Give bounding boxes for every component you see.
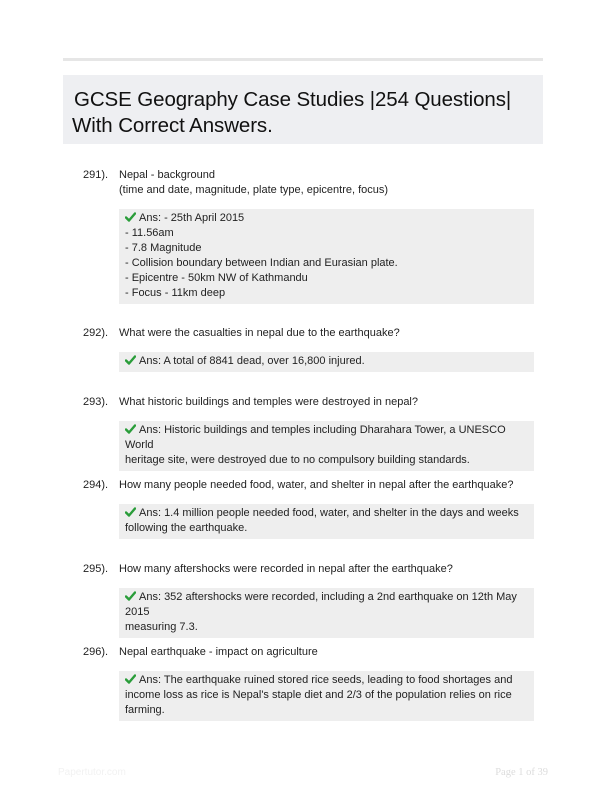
question-line: Nepal earthquake - impact on agriculture (119, 646, 318, 658)
answer-line: Ans: 1.4 million people needed food, water, and shelter in the days and weeks (125, 506, 528, 521)
document-title (72, 87, 533, 139)
answer-line: Ans: - 25th April 2015 (125, 211, 528, 226)
title-line-1: GCSE Geography Case Studies |254 Questions| (74, 88, 512, 111)
question-line: How many aftershocks were recorded in nepal after the earthquake? (119, 563, 453, 575)
footer-watermark: Papertutor.com (58, 767, 126, 778)
question-text (119, 645, 539, 660)
answer-line: farming. (125, 704, 165, 716)
answer-line: Ans: 352 aftershocks were recorded, including a 2nd earthquake on 12th May 2015 (125, 591, 517, 618)
answer-line: - 11.56am (125, 227, 174, 239)
page-number: Page 1 of 39 (495, 767, 548, 778)
answer-box (119, 504, 534, 539)
answer-line: Ans: A total of 8841 dead, over 16,800 injured. (125, 354, 528, 369)
check-icon (125, 212, 136, 222)
question-text (119, 478, 539, 493)
question-line: What historic buildings and temples were destroyed in nepal? (119, 396, 418, 408)
answer-line: measuring 7.3. (125, 621, 198, 633)
document-title-box (63, 75, 543, 144)
question-line: What were the casualties in nepal due to the earthquake? (119, 327, 400, 339)
title-line-2: With Correct Answers. (72, 114, 273, 137)
question-line: How many people needed food, water, and shelter in nepal after the earthquake? (119, 479, 514, 491)
answer-line: income loss as rice is Nepal's staple diet and 2/3 of the population relies on rice (125, 689, 512, 701)
answer-box (119, 421, 534, 471)
answer-box (119, 588, 534, 638)
answer-box (119, 671, 534, 721)
check-icon (125, 424, 136, 434)
check-icon (125, 355, 136, 365)
answer-line: - Collision boundary between Indian and Eurasian plate. (125, 257, 398, 269)
question-number: 295). (83, 563, 109, 575)
answer-box (119, 352, 534, 372)
question-line: Nepal - background (119, 169, 216, 181)
answer-line: - Epicentre - 50km NW of Kathmandu (125, 272, 308, 284)
answer-line: heritage site, were destroyed due to no compulsory building standards. (125, 454, 470, 466)
question-text (119, 326, 539, 341)
question-number: 291). (83, 169, 109, 181)
top-divider (63, 58, 543, 61)
check-icon (125, 591, 136, 601)
answer-line: Ans: The earthquake ruined stored rice seeds, leading to food shortages and (125, 673, 528, 688)
question-number: 292). (83, 327, 109, 339)
answer-line: Ans: Historic buildings and temples including Dharahara Tower, a UNESCO World (125, 424, 506, 451)
answer-box (119, 209, 534, 304)
question-number: 296). (83, 646, 109, 658)
question-text (119, 562, 539, 577)
question-number: 294). (83, 479, 109, 491)
check-icon (125, 674, 136, 684)
check-icon (125, 507, 136, 517)
answer-line: following the earthquake. (125, 522, 248, 534)
question-line: (time and date, magnitude, plate type, epicentre, focus) (119, 184, 389, 196)
question-number: 293). (83, 396, 109, 408)
answer-line: - 7.8 Magnitude (125, 242, 202, 254)
answer-line: - Focus - 11km deep (125, 287, 226, 299)
question-text (119, 395, 539, 410)
question-text (119, 168, 539, 198)
